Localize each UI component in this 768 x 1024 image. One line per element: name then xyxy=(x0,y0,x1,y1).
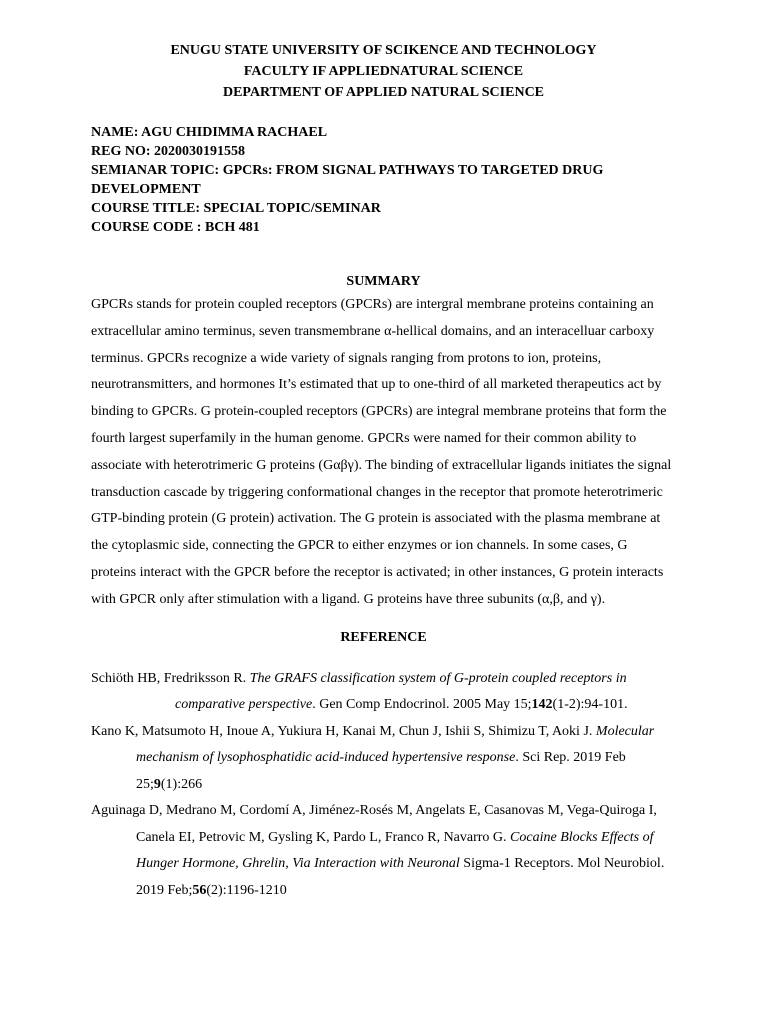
reference-heading: REFERENCE xyxy=(340,629,427,645)
summary-heading: SUMMARY xyxy=(346,274,421,289)
student-name: NAME: AGU CHIDIMMA RACHAEL xyxy=(91,125,328,140)
department-name: DEPARTMENT OF APPLIED NATURAL SCIENCE xyxy=(222,85,545,100)
university-name: ENUGU STATE UNIVERSITY OF SCIKENCE AND TECHNOLOGY xyxy=(170,43,597,58)
reference-item xyxy=(91,798,676,904)
reference-journal: . Gen Comp Endocrinol. 2005 May 15; xyxy=(312,697,532,713)
reference-title: Molecular mechanism of lysophosphatidic acid-induced hypertensive response xyxy=(136,723,655,766)
reference-list xyxy=(91,666,676,905)
seminar-topic-line-2: DEVELOPMENT xyxy=(91,182,201,197)
reference-volume: 9 xyxy=(153,776,161,792)
reference-volume: 56 xyxy=(192,882,207,898)
faculty-name: FACULTY IF APPLIEDNATURAL SCIENCE xyxy=(243,64,524,79)
summary-paragraph: GPCRs stands for protein coupled receptors (GPCRs) are intergral membrane proteins containing an extracellular amino terminus, seven transmembrane α-hellical domains, and an interacelluar carboxy terminus. GPCRs recognize a wide variety of signals ranging from protons to ion, proteins, neurotransmitters, and hormones It’s estimated that up to one-third of all marketed therapeutics act by binding to GPCRs. G protein-coupled receptors (GPCRs) are integral membrane proteins that form the fourth largest superfamily in the human genome. GPCRs were named for their common ability to associate with heterotrimeric G proteins (Gαβγ). The binding of extracellular ligands initiates the signal transduction cascade by triggering conformational changes in the receptor that promote heterotrimeric GTP-binding protein (G protein) activation. The G protein is associated with the plasma membrane at the cytoplasmic side, connecting the GPCR to either enzymes or ion channels. In some cases, G proteins interact with the GPCR before the receptor is activated; in other instances, G protein interacts with GPCR only after stimulation with a ligand. G proteins have three subunits (α,β, and γ). xyxy=(91,297,672,607)
reference-item xyxy=(91,666,676,719)
seminar-topic-line-1: SEMIANAR TOPIC: GPCRs: FROM SIGNAL PATHWAYS TO TARGETED DRUG xyxy=(91,163,604,178)
reference-volume: 142 xyxy=(531,697,553,713)
reference-title: Cocaine Blocks Effects of Hunger Hormone, Ghrelin, Via Interaction with Neuronal xyxy=(136,829,654,872)
document-header xyxy=(91,40,676,103)
reference-authors: Kano K, Matsumoto H, Inoue A, Yukiura H, Kanai M, Chun J, Ishii S, Shimizu T, Aoki J. xyxy=(91,723,596,739)
reference-title: The GRAFS classification system of G-protein coupled receptors in comparative perspective xyxy=(175,670,627,713)
reference-pages: (1-2):94-101. xyxy=(552,697,628,713)
registration-number: REG NO: 2020030191558 xyxy=(91,144,245,159)
reference-journal: Sigma-1 Receptors. Mol Neurobiol. 2019 Feb; xyxy=(136,856,665,898)
student-info xyxy=(91,123,676,237)
document-page xyxy=(91,40,676,904)
reference-pages: (1):266 xyxy=(160,776,203,792)
reference-journal: . Sci Rep. 2019 Feb 25; xyxy=(136,750,626,792)
reference-authors: Schiöth HB, Fredriksson R. xyxy=(91,670,250,686)
reference-pages: (2):1196-1210 xyxy=(206,882,287,898)
course-code: COURSE CODE : BCH 481 xyxy=(91,220,260,235)
course-title: COURSE TITLE: SPECIAL TOPIC/SEMINAR xyxy=(91,201,381,216)
reference-item xyxy=(91,719,676,799)
reference-authors: Aguinaga D, Medrano M, Cordomí A, Jiménez-Rosés M, Angelats E, Casanovas M, Vega-Quiroga I, Canela EI, Petrovic M, Gysling K, Pardo L, Franco R, Navarro G. xyxy=(91,803,657,845)
